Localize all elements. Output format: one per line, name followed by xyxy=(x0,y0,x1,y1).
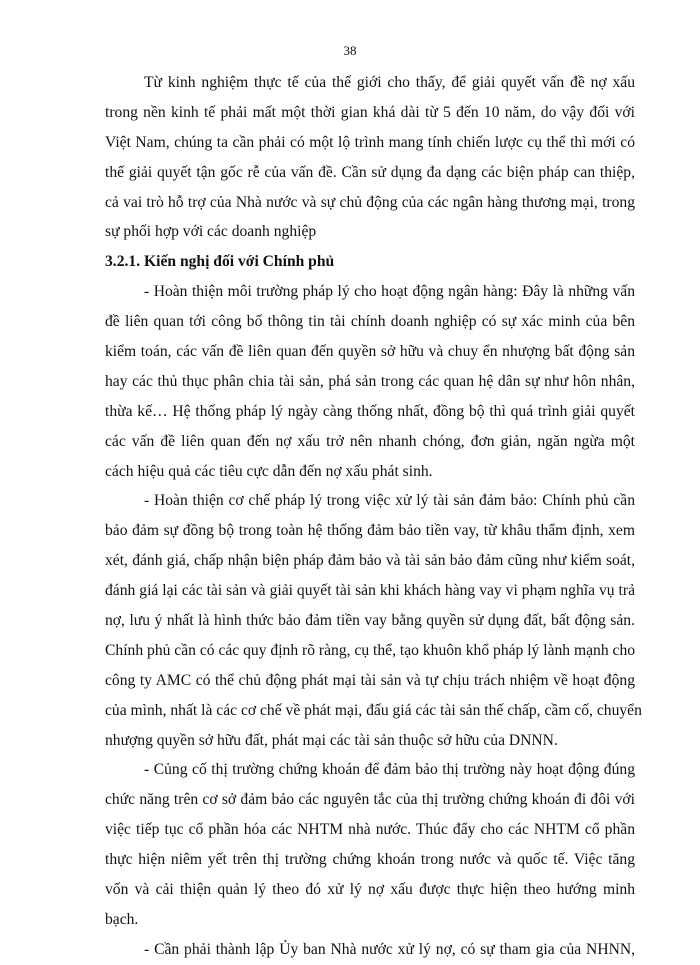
text-line: chức năng trên cơ sở đảm bảo các nguyên tắc của thị trường chứng khoán đi đôi với xyxy=(105,791,635,809)
text-line: Chính phủ cần có các quy định rõ ràng, cụ thể, tạo khuôn khổ pháp lý lành mạnh cho xyxy=(105,641,636,659)
text-line: vốn và cải thiện quản lý theo đó xử lý nợ xấu được thực hiện theo hướng minh xyxy=(105,881,635,899)
text-line: cách hiệu quả các tiêu cực dẫn đến nợ xấu phát sinh. xyxy=(105,462,433,480)
paragraph-1 xyxy=(105,68,635,247)
text-line: - Hoàn thiện cơ chế pháp lý trong việc xử lý tài sản đảm bảo: Chính phủ cần xyxy=(144,492,635,510)
paragraph-4 xyxy=(105,755,635,934)
text-line: kiểm toán, các vấn đề liên quan đến quyền sở hữu và chuy ển nhượng bất động sản xyxy=(105,343,635,361)
text-line: đánh giá lại các tài sản và giải quyết tài sản khi khách hàng vay vi phạm nghĩa vụ trả xyxy=(105,582,635,600)
text-line: - Củng cố thị trường chứng khoán để đảm bảo thị trường này hoạt động đúng xyxy=(144,761,635,779)
text-line: cả vai trò hỗ trợ của Nhà nước và sự chủ động của các ngân hàng thương mại, trong xyxy=(105,193,635,211)
text-line: sự phối hợp với các doanh nghiệp xyxy=(105,223,317,241)
text-line: hay các thủ thục phân chia tài sản, phá sản trong các quan hệ dân sự như hôn nhân, xyxy=(105,372,635,390)
text-line: thực hiện niêm yết trên thị trường chứng khoán trong nước và quốc tế. Việc tăng xyxy=(105,851,635,869)
text-line: nhượng quyền sở hữu đất, phát mại các tài sản thuộc sở hữu của DNNN. xyxy=(105,731,558,749)
text-line: các vấn đề liên quan đến nợ xấu trở nên nhanh chóng, đơn giản, ngăn ngừa một xyxy=(105,432,635,450)
text-line: - Hoàn thiện môi trường pháp lý cho hoạt động ngân hàng: Đây là những vấn xyxy=(144,283,635,301)
text-line: thừa kế… Hệ thống pháp lý ngày càng thống nhất, đồng bộ thì quá trình giải quyết xyxy=(105,402,635,420)
text-line: xét, đánh giá, chấp nhận biện pháp đảm bảo và tài sản bảo đảm cũng như kiểm soát, xyxy=(105,552,635,570)
text-line: - Cần phải thành lập Ủy ban Nhà nước xử lý nợ, có sự tham gia của NHNN, xyxy=(144,940,635,958)
page-number: 38 xyxy=(343,43,357,58)
text-line: của mình, nhất là các cơ chế về phát mại, đấu giá các tài sản thế chấp, cầm cố, chuyển xyxy=(105,701,642,719)
section-heading: 3.2.1. Kiến nghị đối với Chính phủ xyxy=(105,253,335,271)
text-line: bạch. xyxy=(105,910,139,928)
text-line: trong nền kinh tế phải mất một thời gian khá dài từ 5 đến 10 năm, do vậy đối với xyxy=(105,103,635,121)
text-line: việc tiếp tục cổ phần hóa các NHTM nhà nước. Thúc đẩy cho các NHTM cổ phần xyxy=(105,821,635,839)
paragraph-3 xyxy=(105,486,642,755)
text-line: công ty AMC có thể chủ động phát mại tài sản và tự chịu trách nhiệm về hoạt động xyxy=(105,671,635,689)
text-line: Việt Nam, chúng ta cần phải có một lộ trình mang tính chiến lược cụ thể thì mới có xyxy=(105,133,635,151)
text-line: Từ kinh nghiệm thực tế của thế giới cho thấy, để giải quyết vấn đề nợ xấu xyxy=(144,74,635,91)
paragraph-5 xyxy=(105,935,635,965)
text-line: đề liên quan tới công bố thông tin tài chính doanh nghiệp có sự xác minh của bên xyxy=(105,313,635,331)
text-line: bảo đảm sự đồng bộ trong toàn hệ thống đảm bảo tiền vay, từ khâu thẩm định, xem xyxy=(105,522,635,540)
paragraph-2 xyxy=(105,277,635,486)
text-line: thể giải quyết tận gốc rễ của vấn đề. Cần sử dụng đa dạng các biện pháp can thiệp, xyxy=(105,163,635,181)
text-line: nợ, lưu ý nhất là hình thức bảo đảm tiền vay bằng quyền sử dụng đất, bất động sản. xyxy=(105,612,635,630)
document-body xyxy=(105,68,642,965)
